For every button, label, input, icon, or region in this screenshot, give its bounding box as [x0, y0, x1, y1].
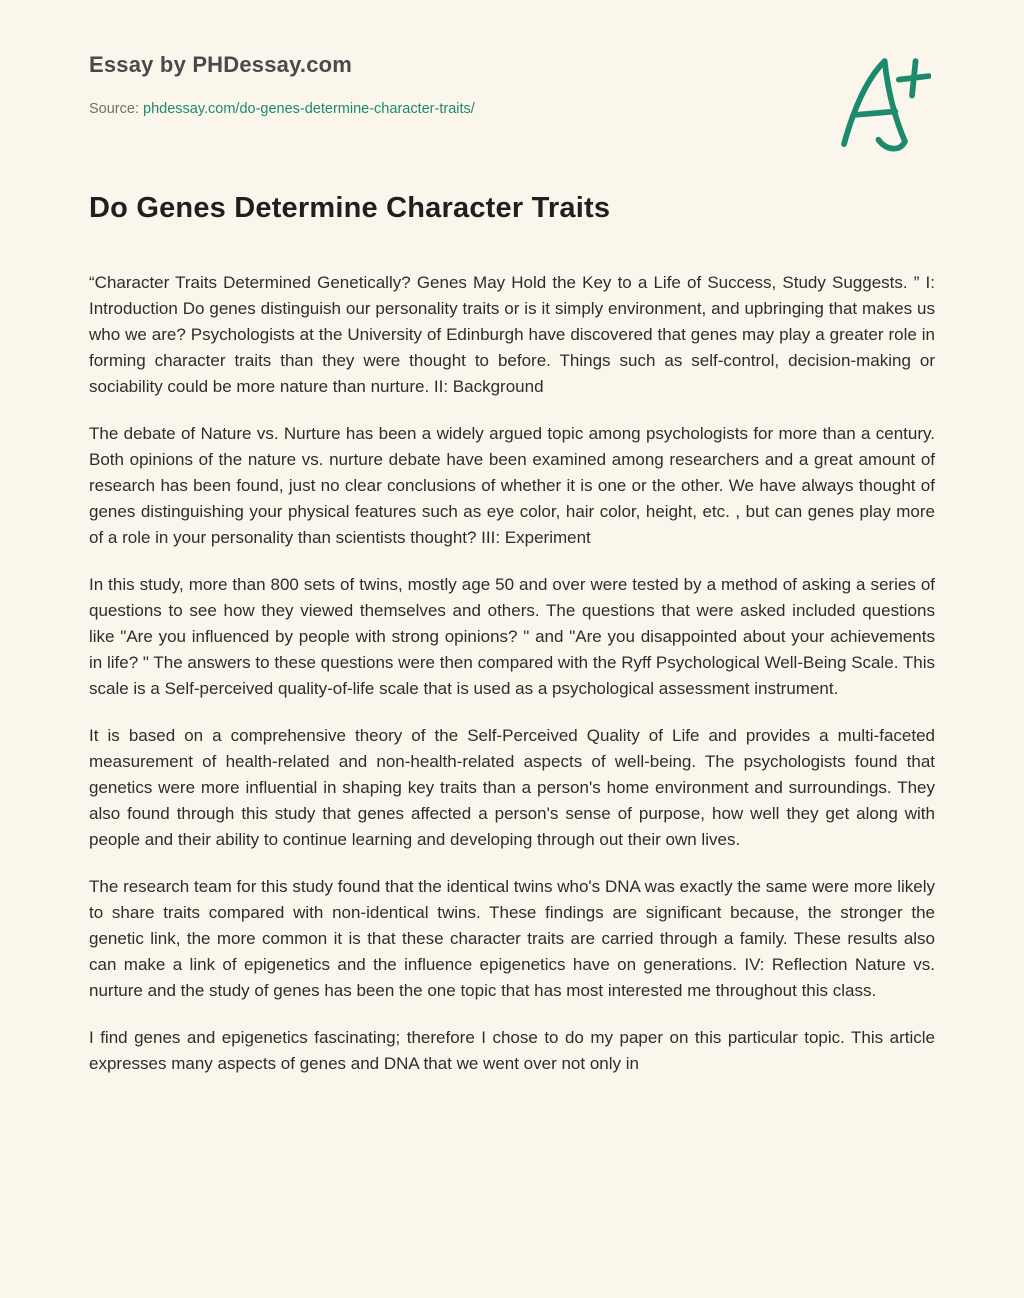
source-link[interactable]: phdessay.com/do-genes-determine-character-traits/: [143, 101, 475, 117]
essay-byline: Essay by PHDessay.com: [89, 52, 353, 77]
essay-paragraph: The research team for this study found that the identical twins who's DNA was exactly the same were more likely to share traits compared with non-identical twins. These findings are significant because, the stronger the genetic link, the more common it is that these character traits are carried through a family. These results also can make a link of epigenetics and the influence epigenetics have on generations. IV: Reflection Nature vs. nurture and the study of genes has been the one topic that has most interested me throughout this class.: [89, 877, 935, 1000]
essay-paragraph: “Character Traits Determined Genetically? Genes May Hold the Key to a Life of Success, Study Suggests. ” I: Introduction Do genes distinguish our personality traits or is it simply environment, and upbringing that makes us who we are? Psychologists at the University of Edinburgh have discovered that genes may play a greater role in forming character traits than they were thought to before. Things such as self-control, decision-making or sociability could be more nature than nurture. II: Background: [89, 273, 935, 396]
page-header: [89, 52, 935, 117]
essay-paragraph: It is based on a comprehensive theory of the Self-Perceived Quality of Life and provides a multi-faceted measurement of health-related and non-health-related aspects of well-being. The psychologists found that genetics were more influential in shaping key traits than a person's home environment and surroundings. They also found through this study that genes affected a person's sense of purpose, how well they get along with people and their ability to continue learning and developing through out their own lives.: [89, 726, 935, 849]
phdessay-logo: [833, 54, 931, 160]
source-line: [89, 101, 935, 117]
essay-paragraph: I find genes and epigenetics fascinating; therefore I chose to do my paper on this particular topic. This article expresses many aspects of genes and DNA that we went over not only in: [89, 1028, 935, 1073]
essay-paragraph: The debate of Nature vs. Nurture has been a widely argued topic among psychologists for more than a century. Both opinions of the nature vs. nurture debate have been examined among researchers and a great amount of research has been found, just no clear conclusions of whether it is one or the other. We have always thought of genes distinguishing your physical features such as eye color, hair color, height, etc. , but can genes play more of a role in your personality than scientists thought? III: Experiment: [89, 424, 935, 547]
source-label: Source:: [89, 101, 139, 117]
essay-paragraph: In this study, more than 800 sets of twins, mostly age 50 and over were tested by a method of asking a series of questions to see how they viewed themselves and others. The questions that were asked included questions like "Are you influenced by people with strong opinions? " and "Are you disappointed about your achievements in life? " The answers to these questions were then compared with the Ryff Psychological Well-Being Scale. This scale is a Self-perceived quality-of-life scale that is used as a psychological assessment instrument.: [89, 575, 935, 698]
a-plus-icon: [833, 54, 931, 160]
essay-title: Do Genes Determine Character Traits: [89, 192, 611, 224]
essay-body: [89, 270, 935, 1077]
